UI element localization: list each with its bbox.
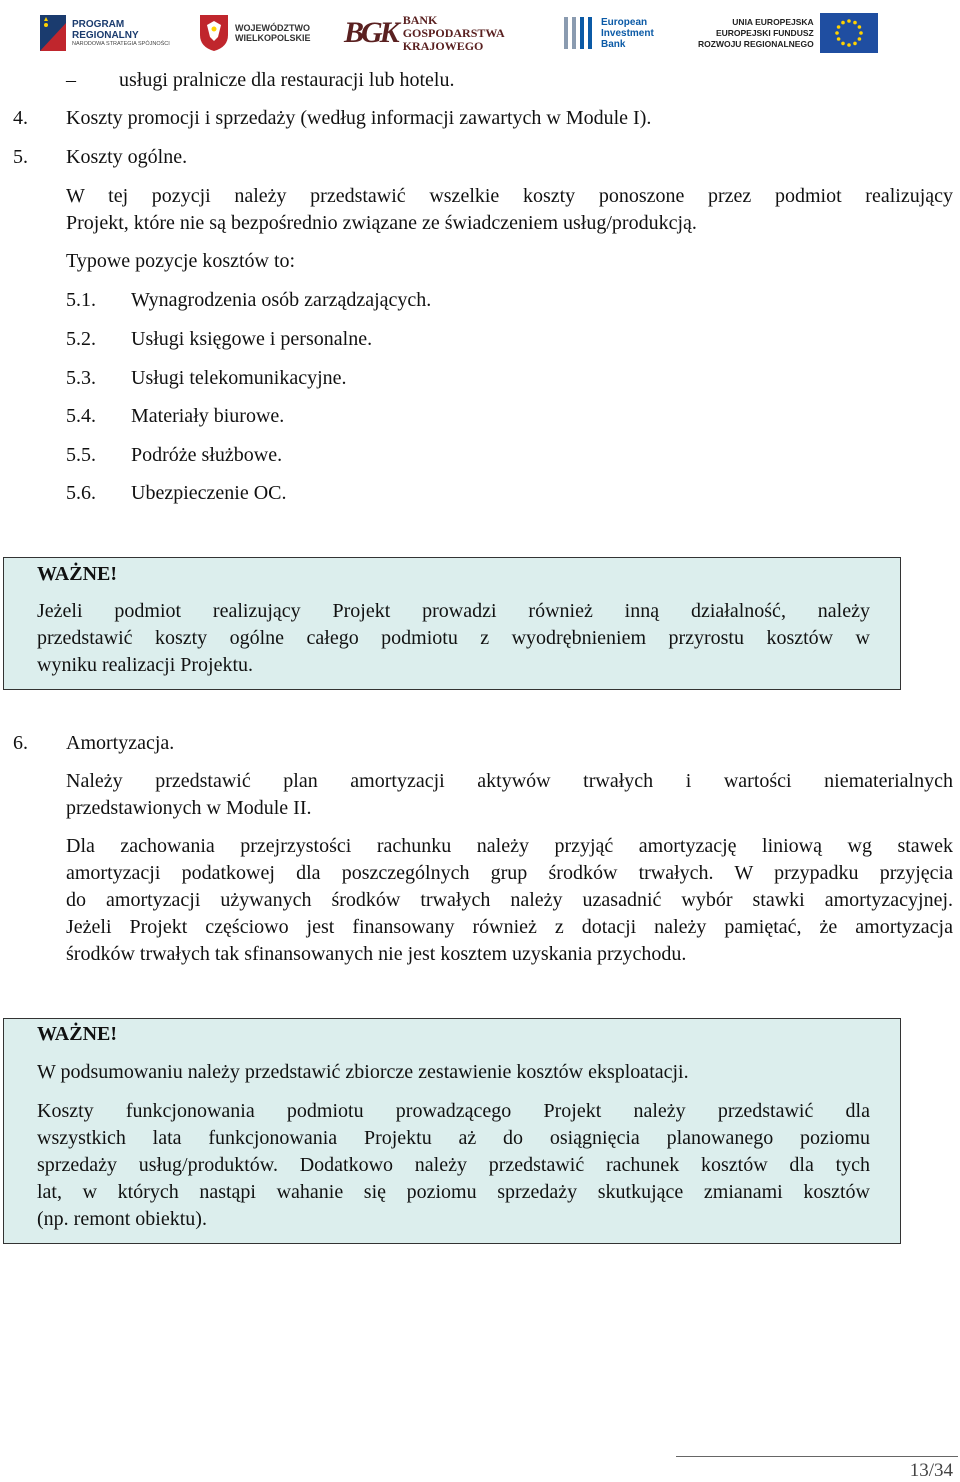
box2-p2-line5: (np. remont obiektu).	[37, 1208, 207, 1230]
item6-p2-line4: Jeżeli Projekt częściowo jest finansowany również z dotacji należy pamiętać, że amortyzacja	[66, 916, 953, 938]
eib-mark-icon	[562, 13, 596, 53]
subitem-number: 5.1.	[66, 289, 96, 311]
item6-text: Amortyzacja.	[66, 732, 175, 754]
logo1-line3: NARODOWA STRATEGIA SPÓJNOŚCI	[72, 40, 170, 47]
logo4-line2: Investment	[601, 27, 654, 39]
logo2-line1: WOJEWÓDZTWO	[235, 23, 310, 33]
subitem-text: Usługi księgowe i personalne.	[131, 328, 373, 350]
dash-item: usługi pralnicze dla restauracji lub hotelu.	[119, 69, 455, 91]
subitem-number: 5.4.	[66, 405, 96, 427]
logo5-line3: ROZWOJU REGIONALNEGO	[698, 38, 814, 49]
important-heading: WAŻNE!	[37, 563, 118, 585]
logo4-line3: Bank	[601, 38, 626, 50]
item5-text: Koszty ogólne.	[66, 146, 188, 168]
eu-logo	[698, 10, 878, 56]
subitem-number: 5.2.	[66, 328, 96, 350]
box2-p2-line2: wszystkich lata funkcjonowania Projektu aż do osiągnięcia planowanego poziomu	[37, 1127, 870, 1149]
box1-line1: Jeżeli podmiot realizujący Projekt prowadzi również inną działalność, należy	[37, 600, 870, 622]
coat-of-arms-icon	[198, 13, 230, 53]
logo2-line2: WIELKOPOLSKIE	[235, 33, 311, 43]
item6-number: 6.	[13, 732, 28, 754]
bgk-logo	[344, 10, 505, 56]
subitem-text: Wynagrodzenia osób zarządzających.	[131, 289, 432, 311]
logo4-line1: European	[601, 16, 648, 28]
logo5-line1: UNIA EUROPEJSKA	[732, 16, 814, 27]
subitem-number: 5.5.	[66, 444, 96, 466]
item6-p2-line3: do amortyzacji używanych środków trwałych należy uzasadnić wybór stawki amortyzacyjnej.	[66, 889, 953, 911]
subitem-text: Materiały biurowe.	[131, 405, 285, 427]
page-number: 13/34	[909, 1460, 953, 1481]
item5-para-line2: Projekt, które nie są bezpośrednio związane ze świadczeniem usług/produkcją.	[66, 212, 697, 234]
important-box-1	[3, 557, 901, 690]
program-regionalny-mark-icon	[38, 13, 68, 53]
dash-bullet: –	[66, 69, 76, 91]
subitem-number: 5.3.	[66, 367, 96, 389]
logo1-line1: PROGRAM	[72, 18, 125, 30]
logo3-line3: KRAJOWEGO	[402, 38, 484, 53]
important-heading: WAŻNE!	[37, 1023, 118, 1045]
logo3-line1: BANK	[402, 12, 438, 27]
item6-p2-line1: Dla zachowania przejrzystości rachunku należy przyjąć amortyzację liniową wg stawek	[66, 835, 953, 857]
box1-line2: przedstawić koszty ogólne całego podmiotu z wyodrębnieniem przyrostu kosztów w	[37, 627, 870, 649]
logo-bar	[0, 0, 960, 64]
item4-text: Koszty promocji i sprzedaży (według informacji zawartych w Module I).	[66, 107, 652, 129]
logo1-line2: REGIONALNY	[72, 29, 139, 41]
box2-para1: W podsumowaniu należy przedstawić zbiorcze zestawienie kosztów eksploatacji.	[37, 1061, 689, 1083]
item6-p1-line1: Należy przedstawić plan amortyzacji aktywów trwałych i wartości niematerialnych	[66, 770, 953, 792]
item5-para-line1: W tej pozycji należy przedstawić wszelkie koszty ponoszone przez podmiot realizujący	[66, 185, 953, 207]
subitem-text: Podróże służbowe.	[131, 444, 283, 466]
bgk-mark-icon: BGK	[344, 16, 397, 49]
item6-p1-line2: przedstawionych w Module II.	[66, 797, 312, 819]
item5-number: 5.	[13, 146, 28, 168]
logo5-line2: EUROPEJSKI FUNDUSZ	[715, 27, 814, 38]
box2-p2-line1: Koszty funkcjonowania podmiotu prowadzącego Projekt należy przedstawić dla	[37, 1100, 870, 1122]
important-box-2	[3, 1018, 901, 1244]
eu-flag-icon	[820, 13, 878, 53]
subitem-number: 5.6.	[66, 482, 96, 504]
item6-p2-line5: środków trwałych tak sfinansowanych nie jest kosztem uzyskania przychodu.	[66, 943, 687, 965]
box1-line3: wyniku realizacji Projektu.	[37, 654, 254, 676]
logo3-line2: GOSPODARSTWA	[402, 25, 505, 40]
eib-logo	[562, 10, 654, 56]
wojewodztwo-logo	[198, 10, 311, 56]
subitem-text: Usługi telekomunikacyjne.	[131, 367, 347, 389]
box2-p2-line3: sprzedaży usług/produktów. Dodatkowo należy przedstawić rachunek kosztów dla tych	[37, 1154, 870, 1176]
footer-rule	[676, 1456, 958, 1457]
typowe-label: Typowe pozycje kosztów to:	[66, 250, 296, 272]
box2-p2-line4: lat, w których nastąpi wahanie się poziomu sprzedaży skutkujące zmianami kosztów	[37, 1181, 870, 1203]
subitem-text: Ubezpieczenie OC.	[131, 482, 287, 504]
program-regionalny-logo	[38, 10, 170, 56]
item4-number: 4.	[13, 107, 28, 129]
item6-p2-line2: amortyzacji podatkowej dla poszczególnych grup środków trwałych. W przypadku przyjęcia	[66, 862, 953, 884]
